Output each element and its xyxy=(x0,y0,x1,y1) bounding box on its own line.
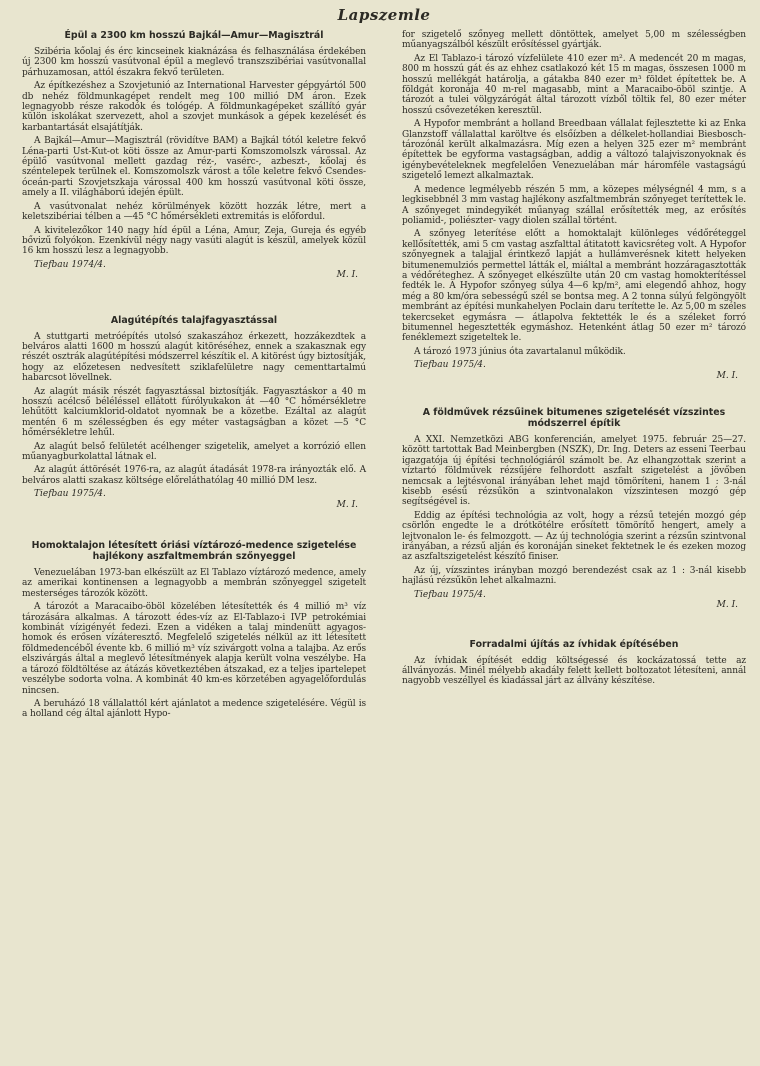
article-reservoir xyxy=(22,540,366,720)
source-reference: Tiefbau 1975/4. xyxy=(34,489,106,500)
article-title: Épül a 2300 km hosszú Bajkál—Amur—Magisztrál xyxy=(64,30,324,41)
article-title: A földművek rézsűinek bitumenes szigetelését vízszintes módszerrel építik xyxy=(422,407,726,429)
paragraph: A beruházó 18 vállalattól kért ajánlatot a medence szigetelésére. Végül is a holland cég által ajánlott Hypo- xyxy=(22,698,366,720)
article-title: Forradalmi újítás az ívhidak építésében xyxy=(469,638,679,650)
paragraph: A stuttgarti metróépítés utolsó szakaszához érkezett, hozzákezdtek a belváros alatti 1600 m hosszú alagút kitöréséhez, ennek a szakasznak egy részét osztrák alagútépítési módszerrel készítik el. A kitörést úgy biztosítják, hogy az előzetesen nedvesített sziklafelületre nagy cementtartalmú habarcsot lövellnek. xyxy=(22,331,367,384)
left-column xyxy=(22,30,366,723)
article-embankment-sealing xyxy=(402,407,746,611)
paragraph: Az ívhidak építését eddig költségessé és kockázatossá tette az állványozás. Minél mélyebb akadály felett kellett boltozatot létesíteni, annál nagyobb veszéllyel és kiadással járt az állvány készítése. xyxy=(402,655,746,687)
paragraph: Az El Tablazo-i tározó vízfelülete 410 ezer m². A medencét 20 m magas, 800 m hosszú gát és az ehhez csatlakozó két 15 m magas, összesen 1000 m hosszú mellékgát határolja, a gátakba 840 ezer m³ földet építettek be. A földgát koronája 40 m-rel magasabb, mint a Maracaibo-öböl szintje. A tározót a tulei völgyzárógát által tározott vízből töltik fel, 80 ezer méter hosszú csővezetéken keresztül. xyxy=(402,53,746,116)
paragraph: A vasútvonalat nehéz körülmények között hozzák létre, mert a keletszibériai télben a —45 °C hőmérsékleti extremitás is előfordul. xyxy=(22,201,366,223)
author-signature: M. I. xyxy=(336,270,358,281)
paragraph: Az alagút belső felületét acélhenger szigetelik, amelyet a korrózió ellen műanyagburkolattal látnak el. xyxy=(22,441,366,462)
paragraph: Szibéria kőolaj és érc kincseinek kiaknázása és felhasználása érdekében új 2300 km hosszú vasútvonal épül a meglevő transzszibériai vasútvonallal párhuzamosan, attól északra fekvő területen. xyxy=(22,47,366,78)
author-signature: M. I. xyxy=(336,499,358,510)
source-reference: Tiefbau 1975/4. xyxy=(414,589,486,600)
paragraph: A XXI. Nemzetközi ABG konferencián, amelyet 1975. február 25—27. között tartottak Bad Meinbergben (NSZK), Dr. Ing. Deters az esseni Teerbau igazgatója új építési technológiáról számolt be. Az elhangzottak szerint a víztartó földművek rézsűjére felhordott aszfalt szigetelést a jövőben nemcsak a lejtésvonal irányában lehet majd tömöríteni, hanem 1 : 3-nál kisebb esésű rézsűkön a szintvonalakon vízszintesen mozgó gép segítségével is. xyxy=(402,435,746,508)
source-reference: Tiefbau 1975/4. xyxy=(414,360,486,371)
paragraph: A Bajkál—Amur—Magisztrál (rövidítve BAM) a Bajkál tótól keletre fekvő Léna-parti Ust-Kut-ot köti össze az Amur-parti Komszomolszk várossal. Az épülő vasútvonal mellett gazdag réz-, vasérc-, azbeszt-, kőolaj és széntelepek terülnek el. Komszomolszk várost a tőle keletre fekvő Csendes-óceán-parti Szovjetszkaja várossal 400 km hosszú vasútvonal köti össze, amely a II. világháború idején épült. xyxy=(22,136,366,199)
article-tunnel-freezing xyxy=(22,315,366,511)
paragraph: Az alagút másik részét fagyasztással biztosítják. Fagyasztáskor a 40 m hosszú acélcső béléléssel ellátott fúrólyukakon át —40 °C hőmérsékletre lehűtött kalciumklorid-oldatot nyomnak be a közetbe. Ezáltal az alagút mentén 6 m szélességben és egy méter vastagságban a közet —5 °C hőmérsékletre lehűl. xyxy=(22,386,366,439)
paragraph: A kivitelezőkor 140 nagy híd épül a Léna, Amur, Zeja, Gureja és egyéb bővizű folyókon. Ezenkívül négy nagy vasúti alagút is készül, amelyek közül 16 km hosszú lesz a legnagyobb. xyxy=(22,225,366,257)
article-arch-bridges xyxy=(402,639,746,687)
spacer xyxy=(22,510,366,540)
article-reservoir-continued xyxy=(402,30,746,381)
paragraph: A tározó 1973 június óta zavartalanul működik. xyxy=(414,346,626,357)
source-reference: Tiefbau 1974/4. xyxy=(34,259,106,270)
article-title: Homoktalajon létesített óriási víztározó-medence szigetelése hajlékony aszfaltmembrán szőnyeggel xyxy=(31,540,357,563)
paragraph: A medence legmélyebb részén 5 mm, a közepes mélységnél 4 mm, s a legkisebbnél 3 mm vastag hajlékony aszfaltmembrán szőnyeget terítettek le. A szőnyeget mindegyikét műanyag szállal erősítették meg, az erősítés poliamid-, poliészter- vagy diolen szállal történt. xyxy=(402,184,746,226)
article-bam xyxy=(22,30,366,281)
spacer xyxy=(402,381,746,407)
author-signature: M. I. xyxy=(716,370,738,381)
author-signature: M. I. xyxy=(716,600,738,611)
spacer xyxy=(402,611,746,639)
columns xyxy=(22,30,746,723)
paragraph: A tározót a Maracaibo-öböl közelében létesítették és 4 millió m³ víz tározására alkalmas. A tározott édes-víz az El-Tablazo-i IVP petrokémiai kombinát vízigényét fedezi. Ezen a vidéken a talaj mindenütt agyagos-homok és erősen vízáteresztő. Megfelelő szigetelés nélkül az itt létesített földmedencéből évente kb. 6 millió m³ víz szivárgott volna a talajba. Az erős elszivárgás által a meglevő létesítmények alapja került volna veszélybe. Ha a tározó földtöltése az átázás következtében átszakad, ez a teljes ipartelepet veszélybe sodorta volna. A kombinát 40 km-es körzetében agyagelőfordulás nincsen. xyxy=(22,602,366,696)
paragraph: Az építkezéshez a Szovjetunió az International Harvester gépgyártól 500 db nehéz földmunkagépet rendelt meg 100 millió DM áron. Ezek legnagyobb része rakodók és tológép. A földmunkagépeket szállító gyár külön iskolákat szervezett, ahol a szovjet munkások a gépek kezelését és karbantartását elsajátítják. xyxy=(22,81,366,133)
right-column xyxy=(402,30,746,723)
spacer xyxy=(22,281,366,315)
masthead: Lapszemle xyxy=(337,6,431,24)
article-title: Alagútépítés talajfagyasztással xyxy=(110,314,278,326)
paragraph: A szőnyeg leterítése előtt a homoktalajt különleges védőréteggel kellősítették, ami 5 cm vastag aszfalttal átitatott kavicsréteg volt. A Hypofor szőnyegnek a talajjal érintkező lapját a hullámverésnek kitett helyeken bitumenemulziós permettel látták el, miáltal a membránt hozzáragasztották a védőréteghez. A szőnyeget elkészülte után 20 cm vastag homokterítéssel fedték le. A Hypofor szőnyeg súlya 4—6 kp/m², ami elegendő ahhoz, hogy még a 80 km/óra sebességű szél se bontsa meg. A 2 tonna súlyú felgöngyölt membránt az építési munkahelyen Poclain daru terítette le. Az 5,00 m széles tekercseket egymásra — átlapolva fektették le és a széleket forró bitumennel hegesztették egymáshoz. Hetenként átlag 50 ezer m² tározó fenéklemezt szigeteltek le. xyxy=(402,229,746,344)
paragraph: Venezuelában 1973-ban elkészült az El Tablazo víztározó medence, amely az amerikai kontinensen a legnagyobb a membrán szőnyeggel szigetelt mesterséges tározók között. xyxy=(22,568,366,599)
paragraph: Az alagút áttörését 1976-ra, az alagút átadását 1978-ra irányozták elő. A belváros alatti szakasz költsége előreláthatólag 40 millió DM lesz. xyxy=(22,465,366,486)
paragraph: for szigetelő szőnyeg mellett döntöttek, amelyet 5,00 m szélességben műanyagszálból készült erősítéssel gyártják. xyxy=(402,30,746,51)
paragraph: Az új, vízszintes irányban mozgó berendezést csak az 1 : 3-nál kisebb hajlású rézsűkön lehet alkalmazni. xyxy=(402,565,746,587)
paragraph: Eddig az építési technológia az volt, hogy a rézsű tetején mozgó gép csörlőn engedte le a drótkötélre erősített tömörítő hengert, amely a lejtvonalon le- és felmozgott. — Az új technológia szerint a rézsűn szintvonal irányában, a rézsű alján és koronáján sineket fektetnek le és ezeken mozog az aszfaltszigetelést készítő finiser. xyxy=(402,510,746,563)
paragraph: A Hypofor membránt a holland Breedbaan vállalat fejlesztette ki az Enka Glanzstoff vállalattal karöltve és elsőízben a délkelet-hollandiai Biesbosch-tározónál került alkalmazásra. Míg ezen a helyen 325 ezer m² membránt építettek be egyforma vastagságban, addig a változó talajviszonyoknak és igénybevételeknek megfelelően Venezuelában már háromféle vastagságú szigetelő lemezt alkalmaztak. xyxy=(402,119,746,182)
